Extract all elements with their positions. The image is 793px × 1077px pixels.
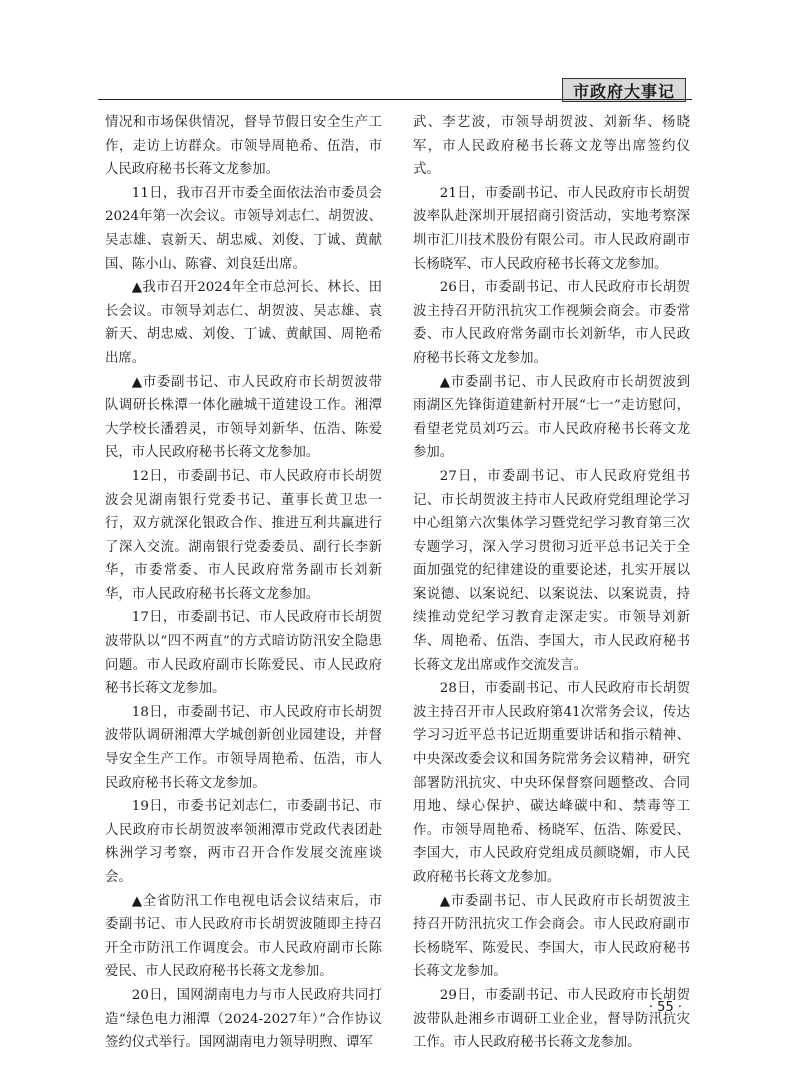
paragraph: 21日，市委副书记、市人民政府市长胡贺波率队赴深圳开展招商引资活动，实地考察深圳市汇川技术股份有限公司。市人民政府副市长杨晓军、市人民政府秘书长蒋文龙参加。 [413,185,690,272]
paragraph: 武、李艺波，市领导胡贺波、刘新华、杨晓军，市人民政府秘书长蒋文龙等出席签约仪式。 [413,115,690,178]
paragraph: ▲市委副书记、市人民政府市长胡贺波带队调研长株潭一体化融城干道建设工作。湘潭大学校长潘碧灵，市领导刘新华、伍浩、陈爱民，市人民政府秘书长蒋文龙参加。 [105,374,382,461]
right-column [413,111,690,1055]
paragraph: ▲全省防汛工作电视电话会议结束后，市委副书记、市人民政府市长胡贺波随即主持召开全市防汛工作调度会。市人民政府副市长陈爱民、市人民政府秘书长蒋文龙参加。 [105,893,382,980]
paragraph: 28日，市委副书记、市人民政府市长胡贺波主持召开市人民政府第41次常务会议，传达学习习近平总书记近期重要讲话和指示精神、中央深改委会议和国务院常务会议精神，研究部署防汛抗灾、中央环保督察问题整改、合同用地、绿心保护、碳达峰碳中和、禁毒等工作。市领导周艳希、杨晓军、伍浩、陈爱民、李国大，市人民政府党组成员颜晓媚，市人民政府秘书长蒋文龙参加。 [413,681,690,885]
section-title: 市政府大事记 [572,81,675,101]
header-rule [98,99,692,100]
left-column [105,111,382,1055]
paragraph: ▲市委副书记、市人民政府市长胡贺波到雨湖区先锋街道建新村开展“七一”走访慰问，看望老党员刘巧云。市人民政府秘书长蒋文龙参加。 [413,374,690,461]
paragraph: 26日，市委副书记、市人民政府市长胡贺波主持召开防汛抗灾工作视频会商会。市委常委、市人民政府常务副市长刘新华，市人民政府秘书长蒋文龙参加。 [413,280,690,366]
page-number: · 55 · [648,1000,682,1015]
paragraph: 17日，市委副书记、市人民政府市长胡贺波带队以“四不两直”的方式暗访防汛安全隐患问题。市人民政府副市长陈爱民、市人民政府秘书长蒋文龙参加。 [105,610,382,697]
paragraph: ▲市委副书记、市人民政府市长胡贺波主持召开防汛抗灾工作会商会。市人民政府副市长杨晓军、陈爱民、李国大，市人民政府秘书长蒋文龙参加。 [413,893,690,980]
paragraph: 18日，市委副书记、市人民政府市长胡贺波带队调研湘潭大学城创新创业园建设，并督导安全生产工作。市领导周艳希、伍浩，市人民政府秘书长蒋文龙参加。 [105,704,382,791]
paragraph: 11日，我市召开市委全面依法治市委员会2024年第一次会议。市领导刘志仁、胡贺波、吴志雄、袁新天、胡忠威、刘俊、丁诚、黄献国、陈小山、陈睿、刘良廷出席。 [105,185,382,272]
paragraph: 27日，市委副书记、市人民政府党组书记、市长胡贺波主持市人民政府党组理论学习中心组第六次集体学习暨党纪学习教育第三次专题学习，深入学习贯彻习近平总书记关于全面加强党的纪律建设的重要论述，扎实开展以案说德、以案说纪、以案说法、以案说责，持续推动党纪学习教育走深走实。市领导刘新华、周艳希、伍浩、李国大，市人民政府秘书长蒋文龙出席或作交流发言。 [413,468,690,673]
paragraph: ▲我市召开2024年全市总河长、林长、田长会议。市领导刘志仁、胡贺波、吴志雄、袁新天、胡忠威、刘俊、丁诚、黄献国、周艳希出席。 [105,280,382,366]
paragraph: 19日，市委书记刘志仁，市委副书记、市人民政府市长胡贺波率领湘潭市党政代表团赴株洲学习考察，两市召开合作发展交流座谈会。 [105,799,382,885]
paragraph: 情况和市场保供情况，督导节假日安全生产工作，走访上访群众。市领导周艳希、伍浩，市人民政府秘书长蒋文龙参加。 [105,115,382,178]
paragraph: 29日，市委副书记、市人民政府市长胡贺波带队赴湘乡市调研工业企业，督导防汛抗灾工作。市人民政府秘书长蒋文龙参加。 [413,987,690,1051]
paragraph: 20日，国网湖南电力与市人民政府共同打造“绿色电力湘潭（2024-2027年）”合作协议签约仪式举行。国网湖南电力领导明煦、谭军 [105,987,382,1051]
paragraph: 12日，市委副书记、市人民政府市长胡贺波会见湖南银行党委书记、董事长黄卫忠一行，双方就深化银政合作、推进互利共赢进行了深入交流。湖南银行党委委员、副行长李新华，市委常委、市人民政府常务副市长刘新华，市人民政府秘书长蒋文龙参加。 [105,468,382,602]
